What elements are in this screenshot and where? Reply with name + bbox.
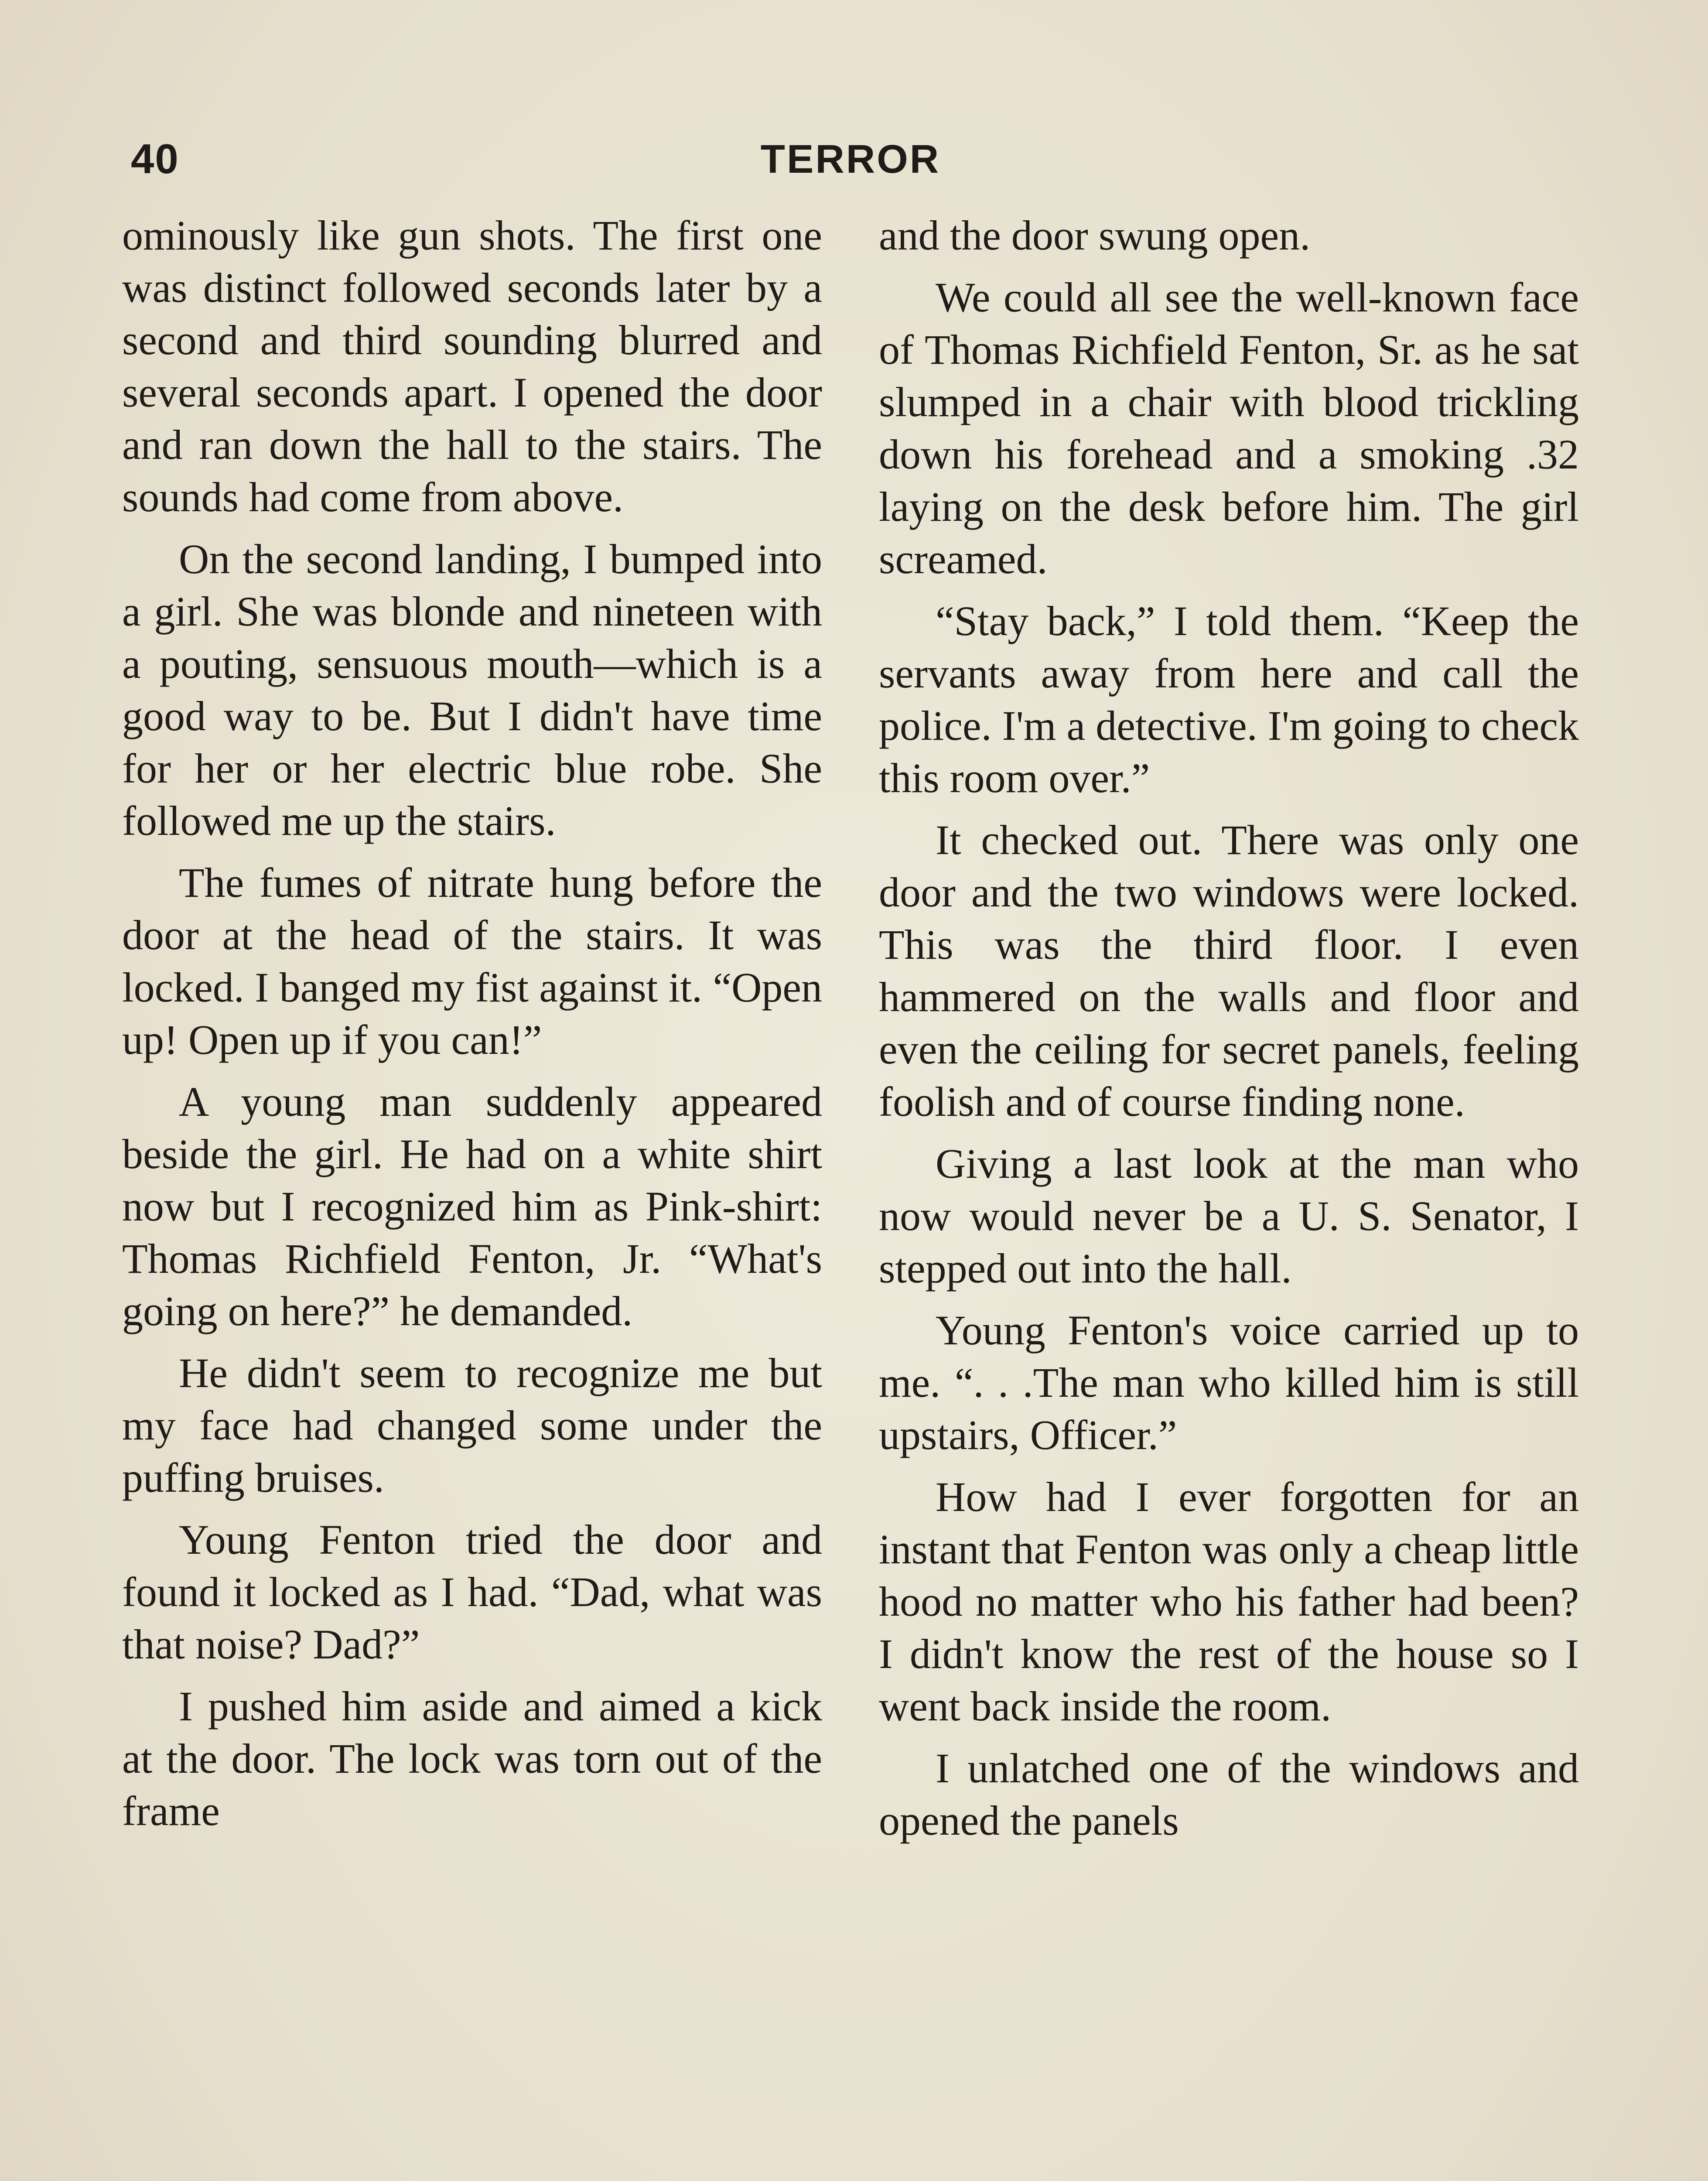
- paragraph: On the second landing, I bumped into a girl. She was blonde and nineteen with a pouting, sensuous mouth—which is a good way to be. But I didn't have time for her or her electric blue robe. She followed me up the stairs.: [122, 536, 822, 844]
- paragraph: and the door swung open.: [879, 212, 1311, 259]
- paragraph: Giving a last look at the man who now would never be a U. S. Senator, I stepped out into the hall.: [879, 1140, 1579, 1292]
- paragraph: ominously like gun shots. The first one was distinct followed seconds later by a second and third sounding blurred and several seconds apart. I opened the door and ran down the hall to the stairs. The sounds had come from above.: [122, 212, 822, 520]
- page-header: [131, 133, 1579, 190]
- paragraph: The fumes of nitrate hung before the door at the head of the stairs. It was locked. I banged my fist against it. “Open up! Open up if you can!”: [122, 859, 822, 1063]
- left-text-column: [122, 209, 822, 1847]
- paragraph: Young Fenton's voice carried up to me. “. . .The man who killed him is still upstairs, Officer.”: [879, 1307, 1579, 1458]
- paragraph: “Stay back,” I told them. “Keep the servants away from here and call the police. I'm a detective. I'm going to check this room over.”: [879, 598, 1579, 801]
- paragraph: Young Fenton tried the door and found it locked as I had. “Dad, what was that noise? Dad?”: [122, 1516, 822, 1668]
- right-text-column: [879, 209, 1579, 1856]
- paragraph: A young man suddenly appeared beside the girl. He had on a white shirt now but I recognized him as Pink-shirt: Thomas Richfield Fenton, Jr. “What's going on here?” he demanded.: [122, 1078, 822, 1334]
- paragraph: I pushed him aside and aimed a kick at the door. The lock was torn out of the frame: [122, 1683, 822, 1834]
- running-title: TERROR: [760, 137, 941, 181]
- paragraph: He didn't seem to recognize me but my face had changed some under the puffing bruises.: [122, 1350, 822, 1501]
- paragraph: It checked out. There was only one door and the two windows were locked. This was the third floor. I even hammered on the walls and floor and even the ceiling for secret panels, feeling foolish and of course finding none.: [879, 817, 1579, 1125]
- paragraph: How had I ever forgotten for an instant that Fenton was only a cheap little hood no matter who his father had been? I didn't know the rest of the house so I went back inside the room.: [879, 1473, 1579, 1730]
- paragraph: I unlatched one of the windows and opened the panels: [879, 1745, 1579, 1844]
- page-number: 40: [131, 136, 179, 182]
- paragraph: We could all see the well-known face of Thomas Richfield Fenton, Sr. as he sat slumped in a chair with blood trickling down his forehead and a smoking .32 laying on the desk before him. The girl screamed.: [879, 274, 1579, 582]
